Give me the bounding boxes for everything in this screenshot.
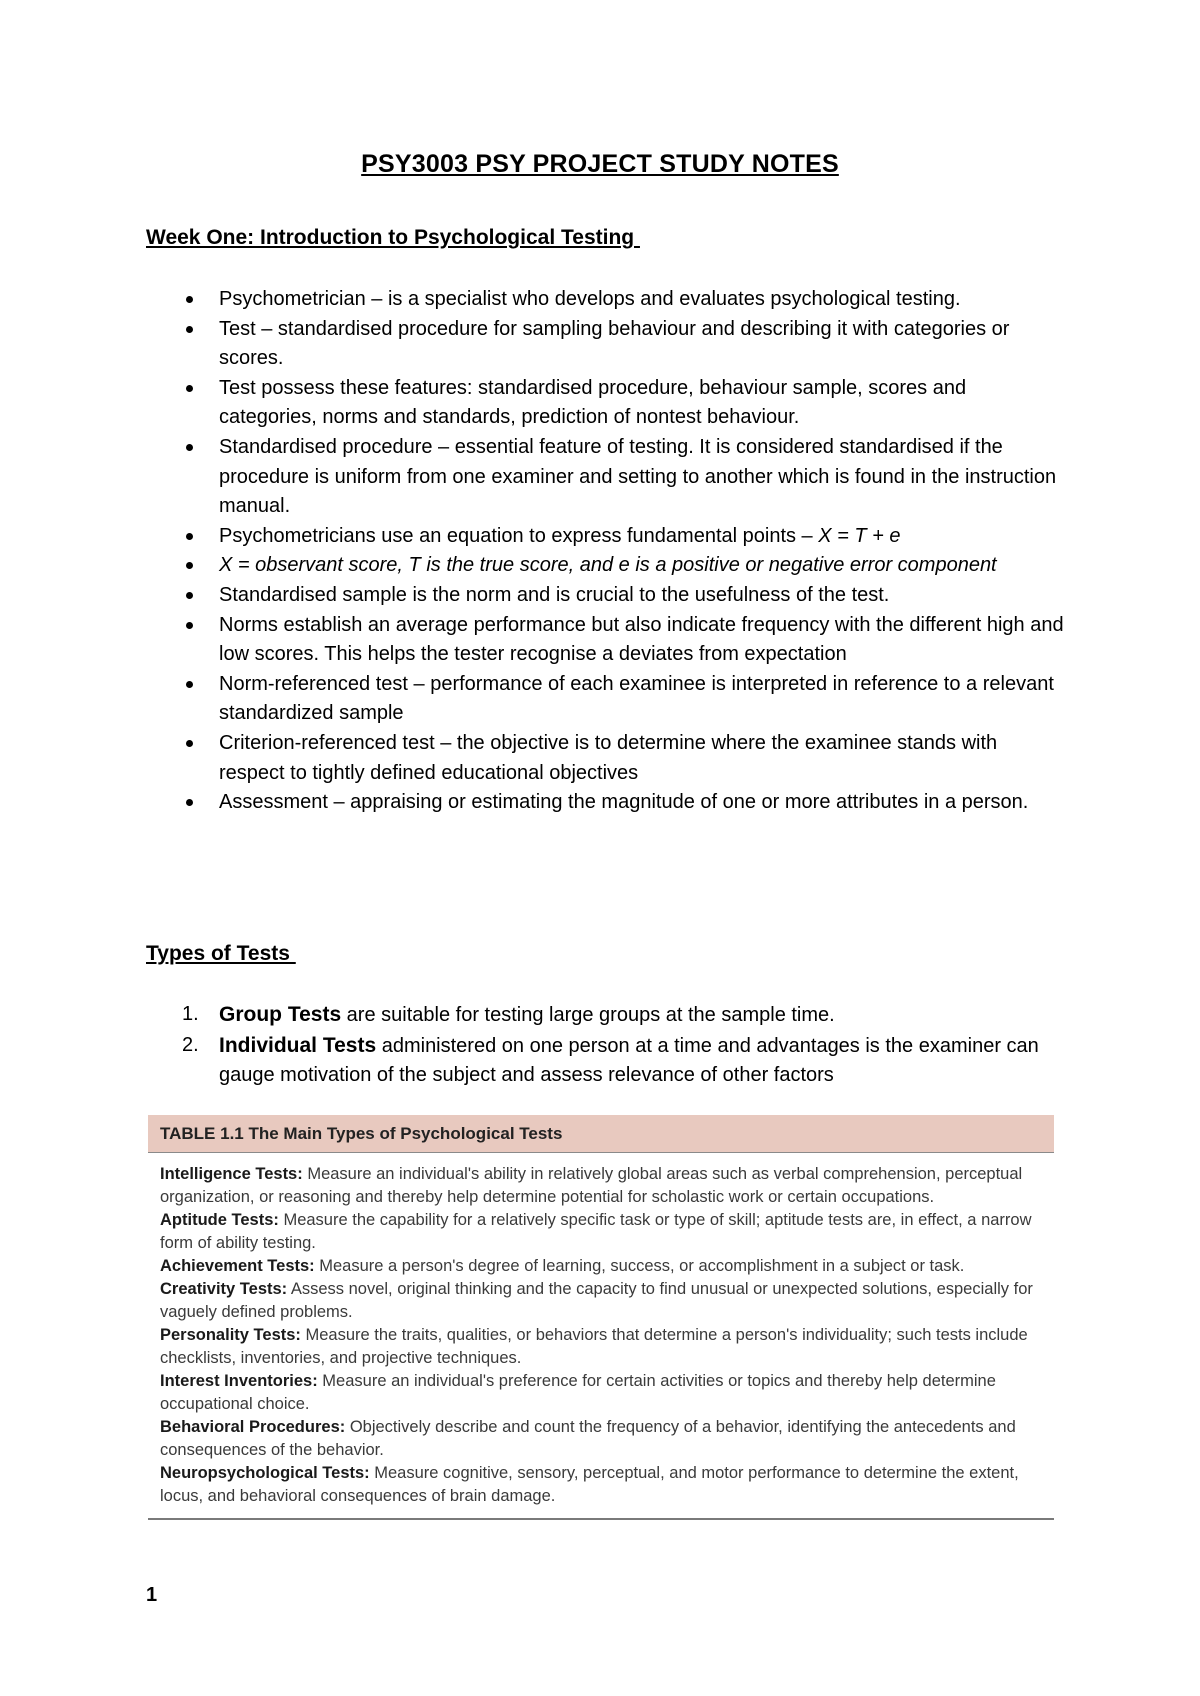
list-item: Psychometricians use an equation to express fundamental points – X = T + e [146, 522, 1066, 552]
term-individual-tests: Individual Tests [219, 1033, 377, 1057]
list-item: Test – standardised procedure for sampling behaviour and describing it with categories or scores. [146, 315, 1066, 374]
bullet-icon [186, 681, 193, 688]
bullet-icon [186, 740, 193, 747]
table-entry: Aptitude Tests: Measure the capability for a relatively specific task or type of skill; aptitude tests are, in effect, a narrow form of ability testing. [160, 1211, 1032, 1252]
list-item: Psychometrician – is a specialist who develops and evaluates psychological testing. [146, 285, 1066, 315]
table-entry: Behavioral Procedures: Objectively describe and count the frequency of a behavior, identifying the antecedents and consequences of the behavior. [160, 1418, 1016, 1459]
list-item: Norms establish an average performance but also indicate frequency with the different high and low scores. This helps the tester recognise a deviates from expectation [146, 611, 1066, 670]
bullet-list-week-one [146, 285, 1066, 818]
table-entry: Creativity Tests: Assess novel, original thinking and the capacity to find unusual or unexpected solutions, especially for vaguely defined problems. [160, 1280, 1033, 1321]
section-heading-week-one: Week One: Introduction to Psychological Testing [146, 226, 640, 249]
list-item: Assessment – appraising or estimating the magnitude of one or more attributes in a person. [146, 788, 1066, 818]
list-item: 2. Individual Tests administered on one person at a time and advantages is the examiner can gauge motivation of the subject and assess relevance of other factors [146, 1031, 1066, 1091]
list-item: Test possess these features: standardised procedure, behaviour sample, scores and categories, norms and standards, prediction of nontest behaviour. [146, 374, 1066, 433]
bullet-icon [186, 592, 193, 599]
bullet-icon [186, 562, 193, 569]
list-number: 1. [182, 1003, 199, 1025]
equation: X = T + e [818, 524, 901, 547]
list-item: 1. Group Tests are suitable for testing large groups at the sample time. [146, 1000, 1066, 1031]
list-item: Criterion-referenced test – the objective is to determine where the examinee stands with respect to tightly defined educational objectives [146, 729, 1066, 788]
table-entry: Achievement Tests: Measure a person's degree of learning, success, or accomplishment in a subject or task. [160, 1257, 965, 1275]
table-entry: Neuropsychological Tests: Measure cognitive, sensory, perceptual, and motor performance to determine the extent, locus, and behavioral consequences of brain damage. [160, 1464, 1019, 1505]
list-item: Standardised procedure – essential feature of testing. It is considered standardised if the procedure is uniform from one examiner and setting to another which is found in the instruction manual. [146, 433, 1066, 522]
table-main-types-of-tests [148, 1115, 1054, 1520]
page-title: PSY3003 PSY PROJECT STUDY NOTES [361, 150, 839, 178]
table-caption: TABLE 1.1 The Main Types of Psychological Tests [148, 1115, 1054, 1153]
bullet-icon [186, 444, 193, 451]
bullet-icon [186, 326, 193, 333]
bullet-icon [186, 385, 193, 392]
section-heading-types-of-tests: Types of Tests [146, 942, 296, 965]
bullet-icon [186, 296, 193, 303]
bullet-icon [186, 622, 193, 629]
list-item: Standardised sample is the norm and is crucial to the usefulness of the test. [146, 581, 1066, 611]
bullet-icon [186, 533, 193, 540]
list-item: X = observant score, T is the true score, and e is a positive or negative error component [146, 551, 1066, 581]
list-item: Norm-referenced test – performance of each examinee is interpreted in reference to a relevant standardized sample [146, 670, 1066, 729]
list-number: 2. [182, 1033, 199, 1056]
table-body [148, 1153, 1054, 1514]
table-entry: Intelligence Tests: Measure an individual's ability in relatively global areas such as verbal comprehension, perceptual organization, or reasoning and thereby help determine potential for scholastic work or certain occupations. [160, 1165, 1023, 1206]
numbered-list-types [146, 1000, 1066, 1091]
table-entry: Personality Tests: Measure the traits, qualities, or behaviors that determine a person's individuality; such tests include checklists, inventories, and projective techniques. [160, 1326, 1028, 1367]
term-group-tests: Group Tests [219, 1003, 342, 1026]
page-number: 1 [146, 1584, 158, 1606]
bullet-icon [186, 799, 193, 806]
table-entry: Interest Inventories: Measure an individual's preference for certain activities or topics and thereby help determine occupational choice. [160, 1372, 996, 1413]
table-bottom-rule [148, 1518, 1054, 1520]
